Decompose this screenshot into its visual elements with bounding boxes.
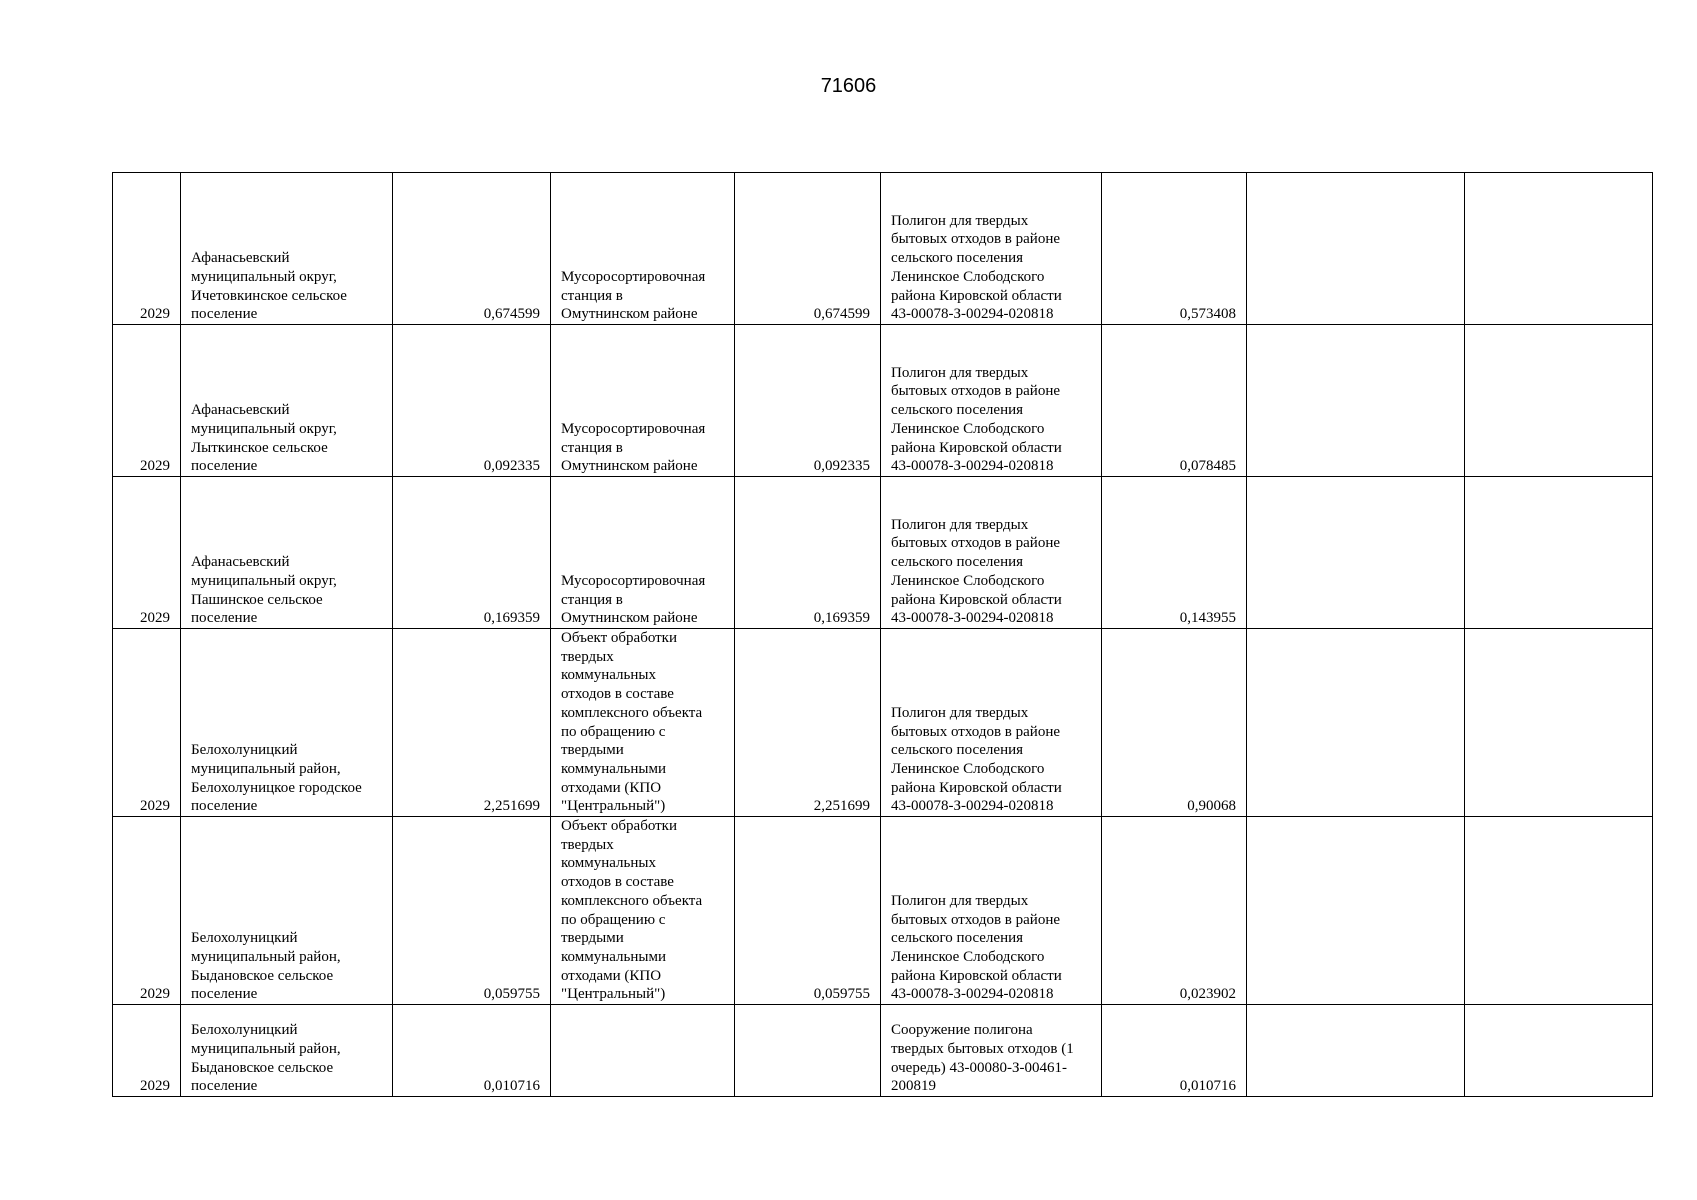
mass-landfill-cell: 0,010716	[1102, 1005, 1247, 1097]
mass-landfill-cell: 0,90068	[1102, 629, 1247, 817]
mass-facility-cell: 0,059755	[735, 817, 881, 1005]
facility-cell: Объект обработки твердых коммунальных отходов в составе комплексного объекта по обращению с твердыми коммунальными отходами (КПО "Центральный")	[551, 817, 735, 1005]
mass-landfill-cell: 0,078485	[1102, 325, 1247, 477]
mass-source-cell: 0,092335	[393, 325, 551, 477]
landfill-cell: Полигон для твердых бытовых отходов в районе сельского поселения Ленинское Слободского района Кировской области 43-00078-З-00294-020818	[881, 173, 1102, 325]
facility-cell	[551, 1005, 735, 1097]
landfill-cell: Полигон для твердых бытовых отходов в районе сельского поселения Ленинское Слободского района Кировской области 43-00078-З-00294-020818	[881, 817, 1102, 1005]
year-cell: 2029	[113, 629, 181, 817]
table-row	[113, 629, 1653, 817]
year-cell: 2029	[113, 817, 181, 1005]
table-row	[113, 1005, 1653, 1097]
table-row	[113, 173, 1653, 325]
landfill-cell: Полигон для твердых бытовых отходов в районе сельского поселения Ленинское Слободского района Кировской области 43-00078-З-00294-020818	[881, 629, 1102, 817]
mass-facility-cell: 0,169359	[735, 477, 881, 629]
empty-cell	[1465, 173, 1653, 325]
landfill-cell: Полигон для твердых бытовых отходов в районе сельского поселения Ленинское Слободского района Кировской области 43-00078-З-00294-020818	[881, 325, 1102, 477]
territory-cell: Афанасьевский муниципальный округ, Пашинское сельское поселение	[181, 477, 393, 629]
empty-cell	[1247, 1005, 1465, 1097]
mass-facility-cell: 0,674599	[735, 173, 881, 325]
mass-landfill-cell: 0,143955	[1102, 477, 1247, 629]
page-number: 71606	[820, 75, 877, 97]
empty-cell	[1465, 325, 1653, 477]
territory-cell: Афанасьевский муниципальный округ, Ичетовкинское сельское поселение	[181, 173, 393, 325]
territory-cell: Белохолуницкий муниципальный район, Быдановское сельское поселение	[181, 817, 393, 1005]
mass-source-cell: 0,059755	[393, 817, 551, 1005]
empty-cell	[1465, 1005, 1653, 1097]
mass-source-cell: 0,010716	[393, 1005, 551, 1097]
mass-facility-cell: 0,092335	[735, 325, 881, 477]
mass-source-cell: 0,169359	[393, 477, 551, 629]
territory-cell: Белохолуницкий муниципальный район, Белохолуницкое городское поселение	[181, 629, 393, 817]
mass-source-cell: 2,251699	[393, 629, 551, 817]
empty-cell	[1247, 325, 1465, 477]
empty-cell	[1465, 817, 1653, 1005]
empty-cell	[1247, 477, 1465, 629]
table-row	[113, 325, 1653, 477]
facility-cell: Объект обработки твердых коммунальных отходов в составе комплексного объекта по обращению с твердыми коммунальными отходами (КПО "Центральный")	[551, 629, 735, 817]
mass-source-cell: 0,674599	[393, 173, 551, 325]
table-row	[113, 817, 1653, 1005]
mass-facility-cell: 2,251699	[735, 629, 881, 817]
facility-cell: Мусоросортировочная станция в Омутнинском районе	[551, 477, 735, 629]
year-cell: 2029	[113, 1005, 181, 1097]
year-cell: 2029	[113, 173, 181, 325]
mass-facility-cell	[735, 1005, 881, 1097]
landfill-cell: Полигон для твердых бытовых отходов в районе сельского поселения Ленинское Слободского района Кировской области 43-00078-З-00294-020818	[881, 477, 1102, 629]
empty-cell	[1247, 817, 1465, 1005]
mass-landfill-cell: 0,573408	[1102, 173, 1247, 325]
empty-cell	[1247, 629, 1465, 817]
empty-cell	[1247, 173, 1465, 325]
facility-cell: Мусоросортировочная станция в Омутнинском районе	[551, 325, 735, 477]
territory-cell: Белохолуницкий муниципальный район, Быдановское сельское поселение	[181, 1005, 393, 1097]
year-cell: 2029	[113, 477, 181, 629]
waste-flow-table	[112, 172, 1653, 1097]
landfill-cell: Сооружение полигона твердых бытовых отходов (1 очередь) 43-00080-З-00461- 200819	[881, 1005, 1102, 1097]
empty-cell	[1465, 477, 1653, 629]
facility-cell: Мусоросортировочная станция в Омутнинском районе	[551, 173, 735, 325]
mass-landfill-cell: 0,023902	[1102, 817, 1247, 1005]
year-cell: 2029	[113, 325, 181, 477]
table-row	[113, 477, 1653, 629]
empty-cell	[1465, 629, 1653, 817]
territory-cell: Афанасьевский муниципальный округ, Лыткинское сельское поселение	[181, 325, 393, 477]
